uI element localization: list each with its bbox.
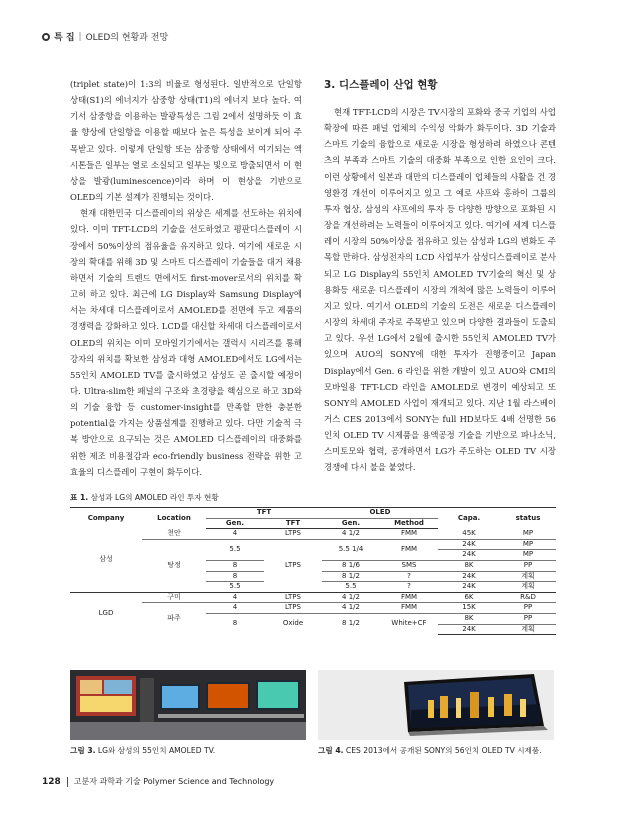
figure-4-photo — [318, 670, 554, 740]
header-oled-gen: Gen. — [322, 518, 380, 529]
header-separator: | — [78, 31, 82, 42]
header-tft-sub: TFT — [264, 518, 322, 529]
oled-gen-cell: 5.5 — [322, 582, 380, 593]
header-company: Company — [70, 508, 142, 529]
figure-3-text: LG와 삼성의 55인치 AMOLED TV. — [97, 746, 216, 755]
figure-3-caption — [70, 745, 215, 756]
method-cell: ? — [380, 571, 438, 582]
investment-table — [70, 507, 556, 635]
right-column — [324, 76, 556, 480]
method-cell: SMS — [380, 560, 438, 571]
oled-gen-cell: 8 1/2 — [322, 571, 380, 582]
status-cell: PP — [500, 603, 556, 614]
header-status: status — [500, 508, 556, 529]
oled-gen-cell: 5.5 1/4 — [322, 539, 380, 560]
capa-cell: 24K — [438, 550, 500, 561]
body-columns — [70, 76, 556, 480]
status-cell: PP — [500, 613, 556, 624]
method-cell: ? — [380, 582, 438, 593]
table-caption — [70, 492, 219, 503]
capa-cell: 24K — [438, 582, 500, 593]
header-tft: TFT — [206, 508, 322, 519]
method-cell: FMM — [400, 592, 418, 601]
section-heading: 3. 디스플레이 산업 현황 — [324, 79, 438, 91]
tft-gen-cell: 5.5 — [206, 582, 264, 593]
right-paragraph: 현재 TFT-LCD의 시장은 TV시장의 포화와 중국 기업의 사업 확장에 따른 패널 업체의 수익성 악화가 화두이다. 3D 기술과 스마트 기술의 융합으로 새로운 시장을 형성하려 하였으나 콘텐츠의 부족과 스마트 기술의 대중화 부족으로 인한 요인이 크다. 이런 상황에서 일본과 대만의 디스플레이 업체들의 사활을 건 경영환경 개선이 이루어지고 있고 그 예로 샤프와 홍하이 그룹의 투자 협상, 삼성의 샤프에의 투자 등 다양한 방향으로 포화된 시장을 개선하려는 노력들이 이루어지고 있다. 여기에 세계 디스플레이 시장의 50%이상을 점유하고 있는 삼성과 LG의 변화도 주목할 만하다. 삼성전자의 LCD 사업부가 삼성디스플레이로 분사되고 LG Display의 55인치 AMOLED TV기술의 혁신 및 상용화등 새로운 디스플레이 시장의 개척에 많은 노력들이 이루어지고 있다. 여기서 OLED의 기술의 도전은 새로운 디스플레이 시장의 차세대 주자로 주목받고 있으며 다양한 결과들이 도출되고 있다. 우선 LG에서 2월에 출시한 55인치 AMOLED TV가 있으며 AUO의 SONY에 대한 투자가 진행중이고 Japan Display에서 Gen. 6 라인을 위한 개발이 있고 AUO와 CMI의 모바일용 TFT-LCD 라인을 AMOLED로 변경이 예상되고 또 SONY의 AMOLED 사업이 재개되고 있다. 지난 1월 라스베이거스 CES 2013에서 SONY는 full HD보다도 4배 선명한 56인치 OLED TV 시제품을 용액공정 기술을 기반으로 파나소닉, 스미토모와 협력, 공개하면서 LG가 주도하는 OLED TV 시장 경쟁에 다시 불을 붙였다. — [324, 107, 556, 473]
method-cell: FMM — [400, 529, 418, 538]
tft-type-cell: LTPS — [264, 603, 322, 614]
oled-gen-cell: 4 1/2 — [322, 603, 380, 614]
tft-gen-cell: 8 — [206, 613, 264, 634]
location-cell: 구미 — [167, 592, 181, 601]
figure-4-caption — [318, 745, 542, 756]
tft-gen-cell: 5.5 — [206, 539, 264, 560]
status-cell: MP — [522, 528, 534, 537]
left-paragraph-1: (triplet state)이 1:3의 비율로 형성된다. 일반적으로 단일항 상태(S1)의 에너지가 삼중항 상태(T1)의 에너지 보다 높다. 여기서 삼중항을 이용하는 발광특성은 그림 2에서 설명하듯 이 효율 향상에 단일항을 이용할 때보다 높은 특성을 보이게 되어 주목받고 있다. 이렇게 단일항 또는 삼중항 상태에서 여기되는 엑시톤들은 일부는 열로 소실되고 일부는 빛으로 방출되면서 이 현상을 발광(luminescence)이라 하며 이 현상을 기반으로 OLED의 기본 설계가 진행되는 것이다. — [70, 79, 302, 203]
status-cell: MP — [500, 539, 556, 550]
tft-type-cell: LTPS — [285, 592, 301, 601]
capa-cell: 8K — [438, 560, 500, 571]
header-oled: OLED — [322, 508, 438, 519]
page-footer — [42, 776, 274, 787]
location-cell: 탕정 — [142, 539, 206, 592]
table-caption-text: 삼성과 LG의 AMOLED 라인 투자 현황 — [90, 493, 219, 502]
method-cell: FMM — [380, 603, 438, 614]
table-row — [70, 529, 556, 540]
oled-gen-cell: 4 1/2 — [342, 529, 360, 538]
header-method: Method — [380, 518, 438, 529]
company-cell: 삼성 — [70, 529, 142, 593]
oled-gen-cell: 8 1/2 — [322, 613, 380, 634]
method-cell: White+CF — [380, 613, 438, 634]
status-cell: MP — [500, 550, 556, 561]
capa-cell: 45K — [462, 528, 476, 537]
tft-gen-cell: 4 — [206, 603, 264, 614]
tft-gen-cell: 4 — [232, 592, 238, 601]
figure-4-label: 그림 4. — [318, 746, 344, 755]
figure-3-label: 그림 3. — [70, 746, 96, 755]
location-cell: 파주 — [142, 603, 206, 635]
tft-gen-cell: 8 — [206, 571, 264, 582]
status-cell: 계획 — [500, 582, 556, 593]
page-number: 128 — [42, 776, 61, 787]
table-row — [70, 539, 556, 550]
section-bullet-icon — [42, 33, 50, 41]
table-caption-label: 표 1. — [70, 493, 89, 502]
header-capa: Capa. — [438, 508, 500, 529]
table-row — [70, 603, 556, 614]
table-row — [70, 592, 556, 603]
figure-4-text: CES 2013에서 공개된 SONY의 56인치 OLED TV 시제품. — [345, 746, 542, 755]
oled-gen-cell: 8 1/6 — [322, 560, 380, 571]
status-cell: R&D — [520, 592, 536, 601]
tv-showroom-illustration — [70, 670, 306, 740]
capa-cell: 24K — [438, 571, 500, 582]
capa-cell: 6K — [464, 592, 474, 601]
capa-cell: 24K — [438, 624, 500, 635]
running-header — [42, 30, 168, 43]
header-tft-gen: Gen. — [206, 518, 264, 529]
figure-3-photo — [70, 670, 306, 740]
header-location: Location — [142, 508, 206, 529]
tft-gen-cell: 8 — [206, 560, 264, 571]
journal-name: 고분자 과학과 기술 Polymer Science and Technology — [73, 777, 275, 786]
left-paragraph-2: 현재 대한민국 디스플레이의 위상은 세계를 선도하는 위치에 있다. 이미 TFT-LCD의 기술을 선도하였고 평판디스플레이 시장에서 50%이상의 점유율을 유지하고 있다. 여기에 새로운 시장의 확대를 위해 3D 및 스마트 디스플레이 기술들을 대거 채용하면서 기술의 트렌드 면에서도 first-mover로서의 위치를 확고히 하고 있다. 최근에 LG Display와 Samsung Display에서는 차세대 디스플레이로서 AMOLED를 전면에 두고 제품의 경쟁력을 강화하고 있다. LCD를 대신할 차세대 디스플레이로서 OLED의 위치는 이미 모바일기기에서는 갤럭시 시리즈를 통해 강자의 위치를 확보한 삼성과 대형 AMOLED에서도 LG에서는 55인치 AMOLED TV를 출시하였고 삼성도 곧 출시할 예정이다. Ultra-slim한 패널의 구조와 초경량을 핵심으로 하고 3D와의 기술 융합 등 customer-insight를 만족할 만한 충분한 potential을 가지는 상품설계를 진행하고 있다. 다만 기술적 극복 방안으로 요구되는 것은 AMOLED 디스플레이의 대중화를 위한 제조 비용절감과 eco-friendly business 전략을 위한 고효율의 디스플레이 구현이 화두이다. — [70, 208, 302, 477]
location-cell: 천안 — [167, 528, 181, 537]
oled-tv-prototype-illustration — [318, 670, 554, 740]
status-cell: PP — [500, 560, 556, 571]
capa-cell: 8K — [438, 613, 500, 624]
method-cell: FMM — [380, 539, 438, 560]
tft-type-cell: LTPS — [264, 539, 322, 592]
tft-type-cell: LTPS — [285, 529, 301, 538]
footer-divider — [67, 777, 68, 787]
tft-type-cell: Oxide — [264, 613, 322, 634]
section-label: 특 집 — [54, 33, 75, 43]
tft-gen-cell: 4 — [232, 529, 238, 538]
capa-cell: 15K — [438, 603, 500, 614]
company-cell: LGD — [98, 608, 114, 617]
status-cell: 계획 — [500, 624, 556, 635]
status-cell: 계획 — [500, 571, 556, 582]
oled-gen-cell: 4 1/2 — [342, 592, 360, 601]
capa-cell: 24K — [438, 539, 500, 550]
left-column — [70, 76, 302, 480]
section-title: OLED의 현황과 전망 — [85, 33, 169, 43]
